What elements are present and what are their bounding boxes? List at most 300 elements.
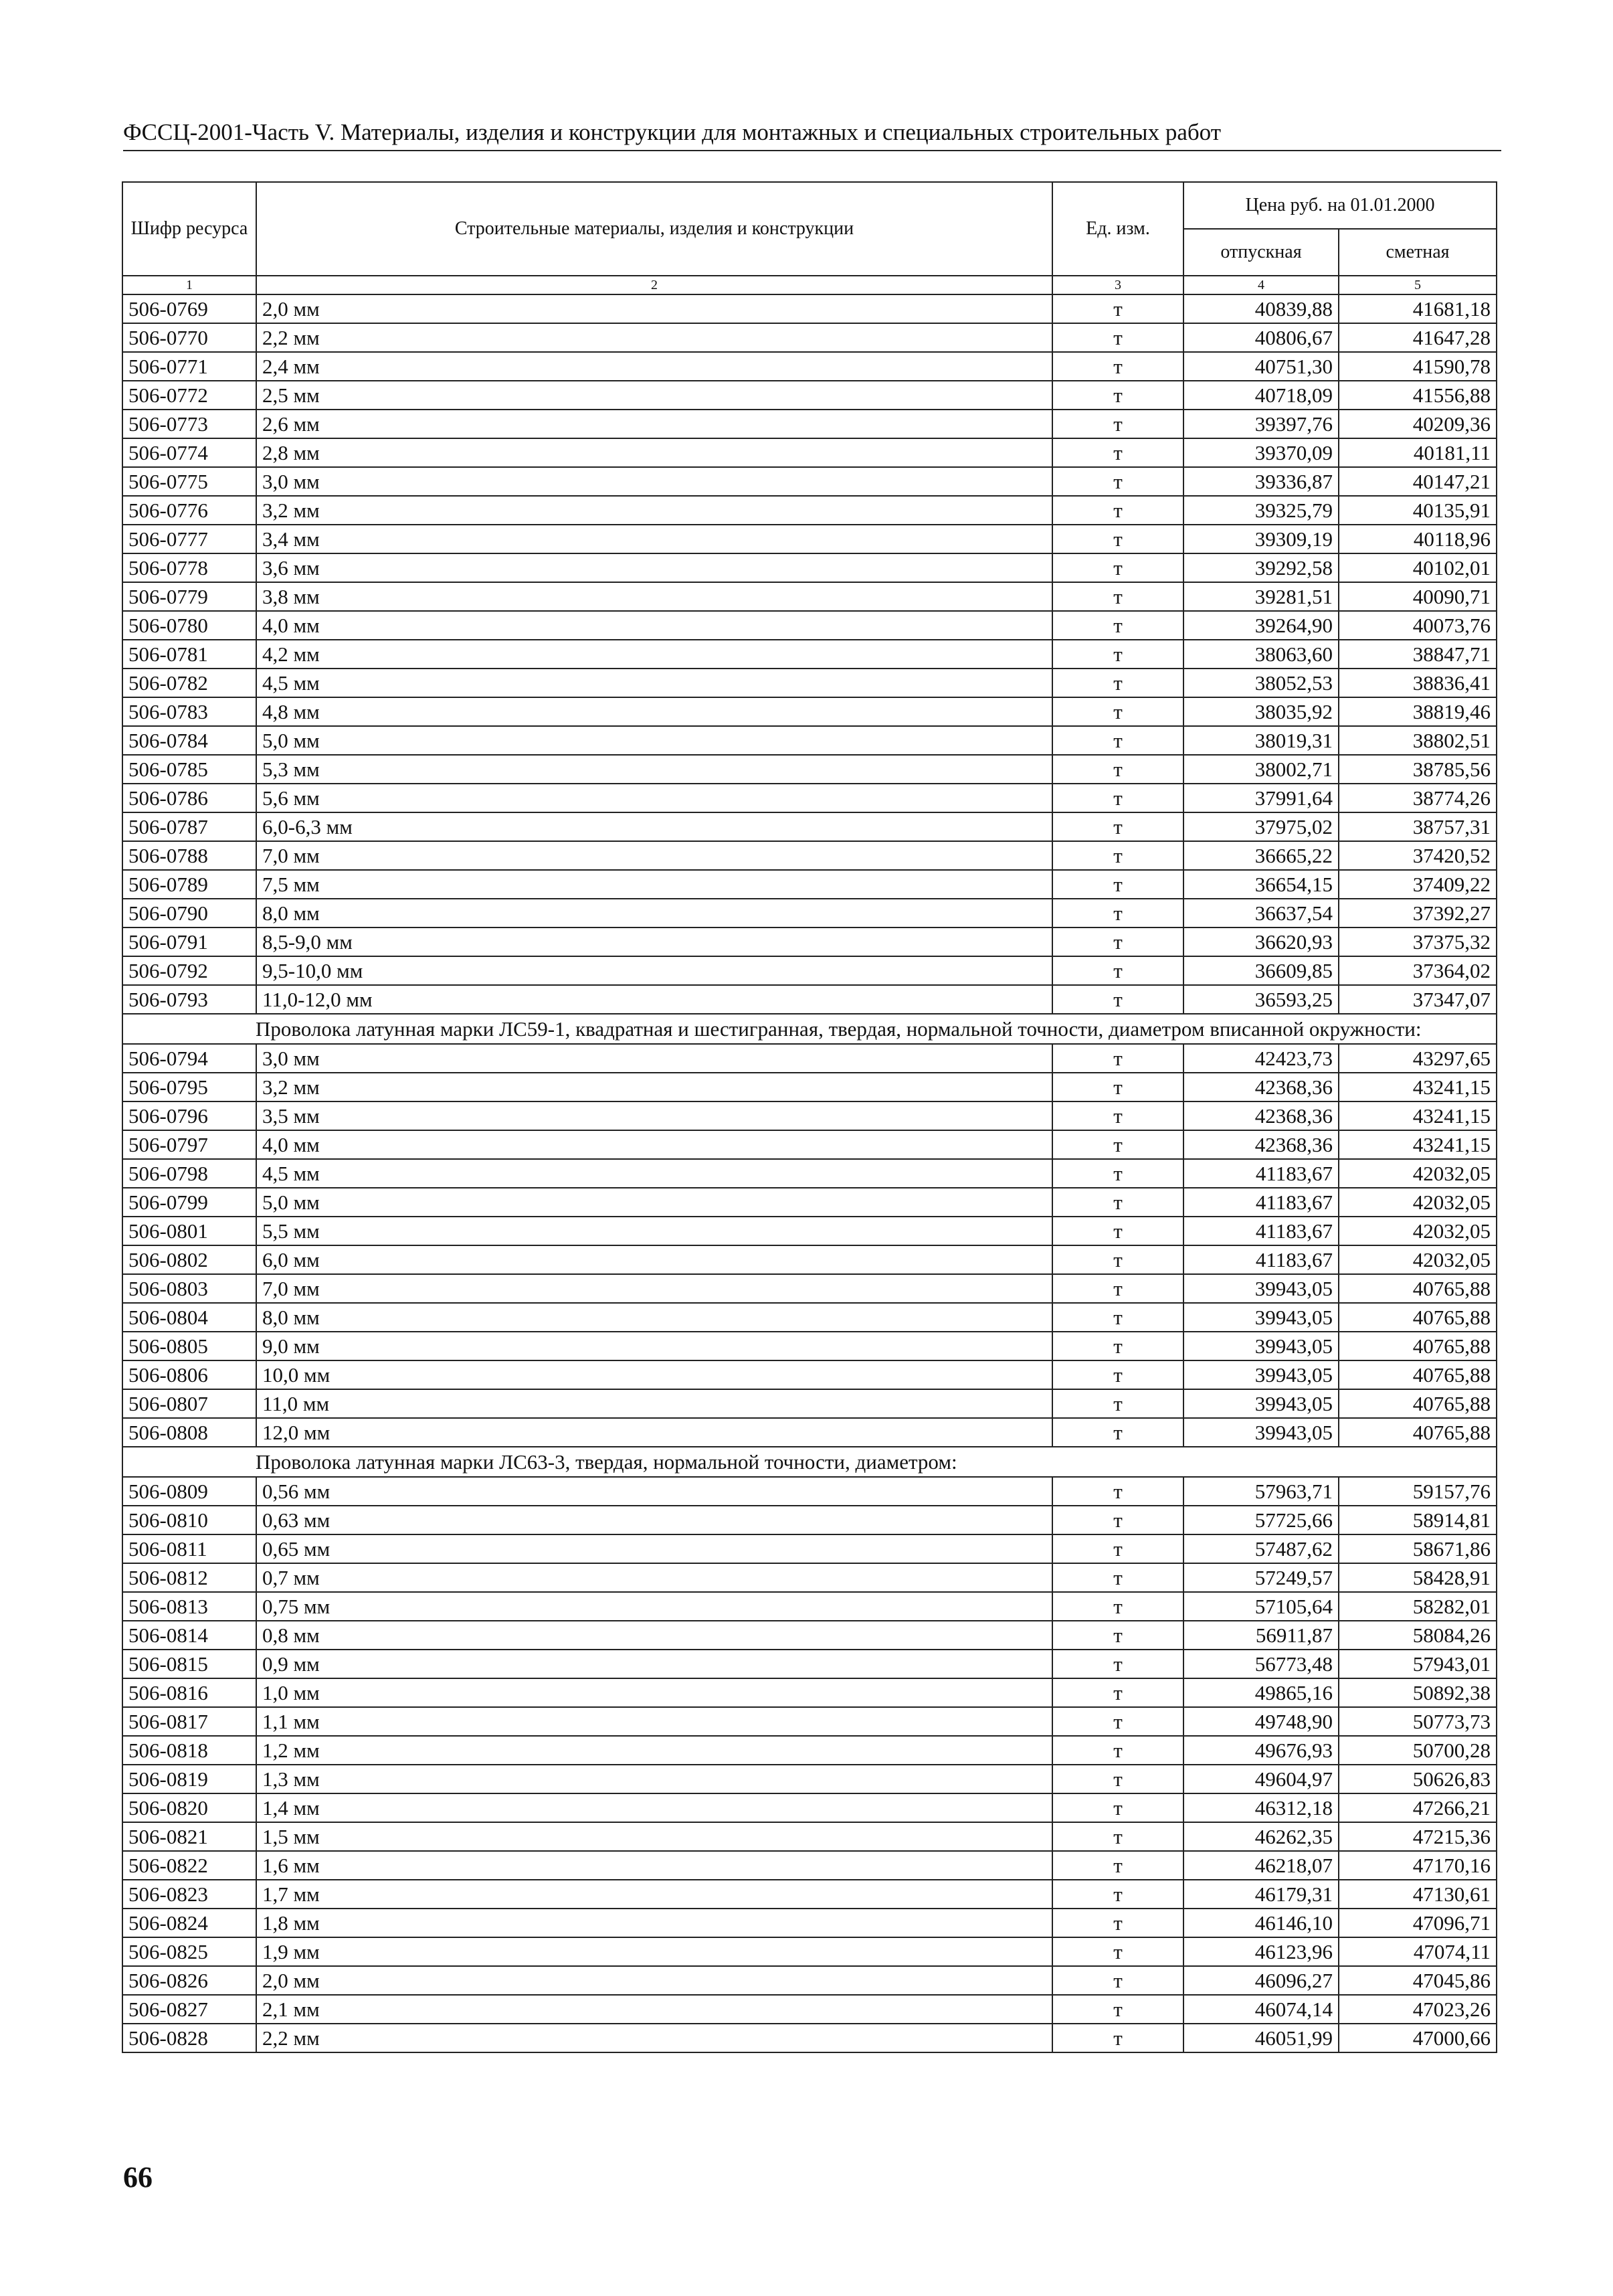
section-heading: Проволока латунная марки ЛС59-1, квадратная и шестигранная, твердая, нормальной точности, диаметром вписанной окружности: xyxy=(122,1014,1497,1044)
resource-code: 506-0807 xyxy=(122,1389,256,1418)
price-estimate: 37347,07 xyxy=(1339,985,1497,1014)
column-number: 3 xyxy=(1052,276,1183,294)
price-release: 40718,09 xyxy=(1183,381,1339,410)
table-row xyxy=(122,1534,1497,1563)
price-estimate: 58428,91 xyxy=(1339,1563,1497,1592)
price-estimate: 42032,05 xyxy=(1339,1159,1497,1188)
unit: т xyxy=(1052,1360,1183,1389)
material-name: 4,5 мм xyxy=(256,669,1052,697)
unit: т xyxy=(1052,1650,1183,1678)
price-estimate: 38836,41 xyxy=(1339,669,1497,697)
unit: т xyxy=(1052,1130,1183,1159)
unit: т xyxy=(1052,1707,1183,1736)
table-row xyxy=(122,2024,1497,2052)
table-row xyxy=(122,582,1497,611)
resource-code: 506-0775 xyxy=(122,467,256,496)
price-estimate: 43241,15 xyxy=(1339,1130,1497,1159)
resource-code: 506-0771 xyxy=(122,352,256,381)
resource-code: 506-0823 xyxy=(122,1880,256,1909)
resource-code: 506-0772 xyxy=(122,381,256,410)
price-estimate: 38757,31 xyxy=(1339,812,1497,841)
price-estimate: 50626,83 xyxy=(1339,1765,1497,1793)
price-estimate: 59157,76 xyxy=(1339,1477,1497,1506)
resource-code: 506-0802 xyxy=(122,1245,256,1274)
material-name: 8,0 мм xyxy=(256,1303,1052,1332)
price-estimate: 40135,91 xyxy=(1339,496,1497,525)
material-name: 5,0 мм xyxy=(256,726,1052,755)
resource-code: 506-0784 xyxy=(122,726,256,755)
resource-code: 506-0804 xyxy=(122,1303,256,1332)
resource-code: 506-0806 xyxy=(122,1360,256,1389)
resource-code: 506-0825 xyxy=(122,1937,256,1966)
price-estimate: 37392,27 xyxy=(1339,899,1497,928)
unit: т xyxy=(1052,582,1183,611)
resource-code: 506-0826 xyxy=(122,1966,256,1995)
price-estimate: 43297,65 xyxy=(1339,1044,1497,1073)
resource-code: 506-0808 xyxy=(122,1418,256,1447)
table-row xyxy=(122,1217,1497,1245)
price-release: 38019,31 xyxy=(1183,726,1339,755)
material-name: 5,5 мм xyxy=(256,1217,1052,1245)
material-name: 1,8 мм xyxy=(256,1909,1052,1937)
unit: т xyxy=(1052,640,1183,669)
unit: т xyxy=(1052,1678,1183,1707)
material-name: 2,0 мм xyxy=(256,1966,1052,1995)
material-name: 2,4 мм xyxy=(256,352,1052,381)
price-table xyxy=(122,181,1497,2053)
table-row xyxy=(122,1159,1497,1188)
price-estimate: 37420,52 xyxy=(1339,841,1497,870)
resource-code: 506-0824 xyxy=(122,1909,256,1937)
table-row xyxy=(122,1303,1497,1332)
price-estimate: 58282,01 xyxy=(1339,1592,1497,1621)
running-title: ФССЦ-2001-Часть V. Материалы, изделия и конструкции для монтажных и специальных строительных работ xyxy=(123,119,1501,151)
unit: т xyxy=(1052,812,1183,841)
price-release: 39309,19 xyxy=(1183,525,1339,553)
resource-code: 506-0811 xyxy=(122,1534,256,1563)
table-row xyxy=(122,410,1497,438)
section-heading: Проволока латунная марки ЛС63-3, твердая, нормальной точности, диаметром: xyxy=(122,1447,1497,1477)
price-release: 38002,71 xyxy=(1183,755,1339,784)
resource-code: 506-0790 xyxy=(122,899,256,928)
price-release: 39943,05 xyxy=(1183,1274,1339,1303)
price-release: 39264,90 xyxy=(1183,611,1339,640)
price-release: 39943,05 xyxy=(1183,1389,1339,1418)
table-row xyxy=(122,1332,1497,1360)
price-estimate: 40181,11 xyxy=(1339,438,1497,467)
table-row xyxy=(122,1793,1497,1822)
unit: т xyxy=(1052,1621,1183,1650)
price-release: 57725,66 xyxy=(1183,1506,1339,1534)
table-row xyxy=(122,553,1497,582)
unit: т xyxy=(1052,323,1183,352)
material-name: 3,2 мм xyxy=(256,1073,1052,1101)
resource-code: 506-0814 xyxy=(122,1621,256,1650)
resource-code: 506-0773 xyxy=(122,410,256,438)
unit: т xyxy=(1052,525,1183,553)
material-name: 1,0 мм xyxy=(256,1678,1052,1707)
resource-code: 506-0787 xyxy=(122,812,256,841)
table-row xyxy=(122,525,1497,553)
resource-code: 506-0809 xyxy=(122,1477,256,1506)
price-estimate: 47266,21 xyxy=(1339,1793,1497,1822)
resource-code: 506-0818 xyxy=(122,1736,256,1765)
resource-code: 506-0817 xyxy=(122,1707,256,1736)
material-name: 0,9 мм xyxy=(256,1650,1052,1678)
material-name: 4,5 мм xyxy=(256,1159,1052,1188)
price-estimate: 47045,86 xyxy=(1339,1966,1497,1995)
price-estimate: 41681,18 xyxy=(1339,294,1497,323)
material-name: 2,2 мм xyxy=(256,323,1052,352)
material-name: 10,0 мм xyxy=(256,1360,1052,1389)
resource-code: 506-0780 xyxy=(122,611,256,640)
price-estimate: 40765,88 xyxy=(1339,1360,1497,1389)
price-estimate: 50773,73 xyxy=(1339,1707,1497,1736)
price-release: 36620,93 xyxy=(1183,928,1339,956)
unit: т xyxy=(1052,726,1183,755)
price-release: 41183,67 xyxy=(1183,1217,1339,1245)
table-row xyxy=(122,726,1497,755)
table-row xyxy=(122,1966,1497,1995)
unit: т xyxy=(1052,1101,1183,1130)
unit: т xyxy=(1052,467,1183,496)
unit: т xyxy=(1052,1765,1183,1793)
unit: т xyxy=(1052,1563,1183,1592)
unit: т xyxy=(1052,1188,1183,1217)
table-row xyxy=(122,1073,1497,1101)
price-release: 39370,09 xyxy=(1183,438,1339,467)
resource-code: 506-0810 xyxy=(122,1506,256,1534)
price-release: 57105,64 xyxy=(1183,1592,1339,1621)
unit: т xyxy=(1052,611,1183,640)
price-estimate: 38847,71 xyxy=(1339,640,1497,669)
table-row xyxy=(122,1592,1497,1621)
price-release: 36609,85 xyxy=(1183,956,1339,985)
table-row xyxy=(122,899,1497,928)
material-name: 3,2 мм xyxy=(256,496,1052,525)
header-unit: Ед. изм. xyxy=(1052,182,1183,276)
table-row xyxy=(122,956,1497,985)
price-release: 36665,22 xyxy=(1183,841,1339,870)
material-name: 12,0 мм xyxy=(256,1418,1052,1447)
material-name: 9,5-10,0 мм xyxy=(256,956,1052,985)
price-release: 41183,67 xyxy=(1183,1159,1339,1188)
resource-code: 506-0803 xyxy=(122,1274,256,1303)
table-row xyxy=(122,1822,1497,1851)
price-release: 36654,15 xyxy=(1183,870,1339,899)
price-estimate: 40118,96 xyxy=(1339,525,1497,553)
resource-code: 506-0821 xyxy=(122,1822,256,1851)
material-name: 4,0 мм xyxy=(256,1130,1052,1159)
unit: т xyxy=(1052,1073,1183,1101)
table-row xyxy=(122,611,1497,640)
resource-code: 506-0770 xyxy=(122,323,256,352)
material-name: 2,1 мм xyxy=(256,1995,1052,2024)
material-name: 1,3 мм xyxy=(256,1765,1052,1793)
material-name: 1,6 мм xyxy=(256,1851,1052,1880)
table-row xyxy=(122,1909,1497,1937)
unit: т xyxy=(1052,1736,1183,1765)
price-estimate: 40090,71 xyxy=(1339,582,1497,611)
column-number: 5 xyxy=(1339,276,1497,294)
material-name: 0,63 мм xyxy=(256,1506,1052,1534)
resource-code: 506-0815 xyxy=(122,1650,256,1678)
resource-code: 506-0791 xyxy=(122,928,256,956)
material-name: 5,3 мм xyxy=(256,755,1052,784)
price-release: 39281,51 xyxy=(1183,582,1339,611)
price-release: 38035,92 xyxy=(1183,697,1339,726)
price-estimate: 47130,61 xyxy=(1339,1880,1497,1909)
price-release: 57487,62 xyxy=(1183,1534,1339,1563)
price-release: 37991,64 xyxy=(1183,784,1339,812)
header-price-release: отпускная xyxy=(1183,229,1339,276)
price-release: 39292,58 xyxy=(1183,553,1339,582)
table-row xyxy=(122,669,1497,697)
unit: т xyxy=(1052,352,1183,381)
price-release: 39336,87 xyxy=(1183,467,1339,496)
price-estimate: 41590,78 xyxy=(1339,352,1497,381)
resource-code: 506-0781 xyxy=(122,640,256,669)
unit: т xyxy=(1052,1506,1183,1534)
price-release: 56773,48 xyxy=(1183,1650,1339,1678)
material-name: 2,5 мм xyxy=(256,381,1052,410)
price-estimate: 58671,86 xyxy=(1339,1534,1497,1563)
price-release: 46123,96 xyxy=(1183,1937,1339,1966)
price-release: 39943,05 xyxy=(1183,1332,1339,1360)
material-name: 2,2 мм xyxy=(256,2024,1052,2052)
table-row xyxy=(122,496,1497,525)
material-name: 3,4 мм xyxy=(256,525,1052,553)
unit: т xyxy=(1052,870,1183,899)
table-body xyxy=(122,294,1497,2052)
resource-code: 506-0777 xyxy=(122,525,256,553)
price-release: 38052,53 xyxy=(1183,669,1339,697)
table-row xyxy=(122,1880,1497,1909)
price-release: 41183,67 xyxy=(1183,1245,1339,1274)
unit: т xyxy=(1052,2024,1183,2052)
unit: т xyxy=(1052,697,1183,726)
price-estimate: 38785,56 xyxy=(1339,755,1497,784)
resource-code: 506-0797 xyxy=(122,1130,256,1159)
table-row xyxy=(122,1418,1497,1447)
material-name: 9,0 мм xyxy=(256,1332,1052,1360)
column-number: 4 xyxy=(1183,276,1339,294)
price-estimate: 50700,28 xyxy=(1339,1736,1497,1765)
table-row xyxy=(122,1130,1497,1159)
section-heading-row xyxy=(122,1447,1497,1477)
material-name: 2,6 мм xyxy=(256,410,1052,438)
unit: т xyxy=(1052,1534,1183,1563)
material-name: 0,75 мм xyxy=(256,1592,1052,1621)
unit: т xyxy=(1052,381,1183,410)
resource-code: 506-0799 xyxy=(122,1188,256,1217)
resource-code: 506-0795 xyxy=(122,1073,256,1101)
unit: т xyxy=(1052,1793,1183,1822)
resource-code: 506-0788 xyxy=(122,841,256,870)
material-name: 3,8 мм xyxy=(256,582,1052,611)
resource-code: 506-0819 xyxy=(122,1765,256,1793)
price-release: 46312,18 xyxy=(1183,1793,1339,1822)
material-name: 4,8 мм xyxy=(256,697,1052,726)
column-number: 1 xyxy=(122,276,256,294)
unit: т xyxy=(1052,755,1183,784)
table-row xyxy=(122,323,1497,352)
resource-code: 506-0820 xyxy=(122,1793,256,1822)
price-estimate: 47215,36 xyxy=(1339,1822,1497,1851)
resource-code: 506-0816 xyxy=(122,1678,256,1707)
material-name: 11,0 мм xyxy=(256,1389,1052,1418)
table-row xyxy=(122,1245,1497,1274)
material-name: 1,2 мм xyxy=(256,1736,1052,1765)
material-name: 2,0 мм xyxy=(256,294,1052,323)
resource-code: 506-0782 xyxy=(122,669,256,697)
resource-code: 506-0796 xyxy=(122,1101,256,1130)
resource-code: 506-0801 xyxy=(122,1217,256,1245)
price-estimate: 37409,22 xyxy=(1339,870,1497,899)
resource-code: 506-0805 xyxy=(122,1332,256,1360)
price-estimate: 43241,15 xyxy=(1339,1101,1497,1130)
material-name: 2,8 мм xyxy=(256,438,1052,467)
table-row xyxy=(122,1274,1497,1303)
material-name: 0,7 мм xyxy=(256,1563,1052,1592)
price-release: 49865,16 xyxy=(1183,1678,1339,1707)
price-estimate: 58084,26 xyxy=(1339,1621,1497,1650)
price-release: 41183,67 xyxy=(1183,1188,1339,1217)
unit: т xyxy=(1052,928,1183,956)
price-estimate: 42032,05 xyxy=(1339,1217,1497,1245)
material-name: 3,5 мм xyxy=(256,1101,1052,1130)
material-name: 4,0 мм xyxy=(256,611,1052,640)
price-release: 42368,36 xyxy=(1183,1101,1339,1130)
price-estimate: 41647,28 xyxy=(1339,323,1497,352)
price-release: 46262,35 xyxy=(1183,1822,1339,1851)
table-row xyxy=(122,1995,1497,2024)
material-name: 11,0-12,0 мм xyxy=(256,985,1052,1014)
unit: т xyxy=(1052,1937,1183,1966)
resource-code: 506-0785 xyxy=(122,755,256,784)
unit: т xyxy=(1052,841,1183,870)
price-estimate: 38802,51 xyxy=(1339,726,1497,755)
column-number: 2 xyxy=(256,276,1052,294)
price-estimate: 38774,26 xyxy=(1339,784,1497,812)
page-number: 66 xyxy=(123,2161,153,2194)
price-release: 57963,71 xyxy=(1183,1477,1339,1506)
table-row xyxy=(122,1389,1497,1418)
section-heading-row xyxy=(122,1014,1497,1044)
price-estimate: 42032,05 xyxy=(1339,1188,1497,1217)
price-estimate: 40765,88 xyxy=(1339,1303,1497,1332)
unit: т xyxy=(1052,1880,1183,1909)
material-name: 0,56 мм xyxy=(256,1477,1052,1506)
table-row xyxy=(122,640,1497,669)
unit: т xyxy=(1052,1245,1183,1274)
unit: т xyxy=(1052,1159,1183,1188)
material-name: 3,0 мм xyxy=(256,467,1052,496)
price-estimate: 47170,16 xyxy=(1339,1851,1497,1880)
price-estimate: 40073,76 xyxy=(1339,611,1497,640)
resource-code: 506-0789 xyxy=(122,870,256,899)
table-row xyxy=(122,1360,1497,1389)
price-estimate: 40102,01 xyxy=(1339,553,1497,582)
price-release: 46218,07 xyxy=(1183,1851,1339,1880)
price-estimate: 50892,38 xyxy=(1339,1678,1497,1707)
price-estimate: 37375,32 xyxy=(1339,928,1497,956)
table-row xyxy=(122,1678,1497,1707)
material-name: 1,7 мм xyxy=(256,1880,1052,1909)
price-release: 46074,14 xyxy=(1183,1995,1339,2024)
material-name: 6,0-6,3 мм xyxy=(256,812,1052,841)
resource-code: 506-0769 xyxy=(122,294,256,323)
table-row xyxy=(122,755,1497,784)
table-row xyxy=(122,438,1497,467)
header-price-group: Цена руб. на 01.01.2000 xyxy=(1183,182,1497,229)
material-name: 5,6 мм xyxy=(256,784,1052,812)
price-estimate: 42032,05 xyxy=(1339,1245,1497,1274)
price-estimate: 58914,81 xyxy=(1339,1506,1497,1534)
table-row xyxy=(122,1650,1497,1678)
table-row xyxy=(122,784,1497,812)
resource-code: 506-0798 xyxy=(122,1159,256,1188)
table-row xyxy=(122,870,1497,899)
unit: т xyxy=(1052,294,1183,323)
resource-code: 506-0792 xyxy=(122,956,256,985)
resource-code: 506-0813 xyxy=(122,1592,256,1621)
price-estimate: 57943,01 xyxy=(1339,1650,1497,1678)
table-row xyxy=(122,1765,1497,1793)
table-row xyxy=(122,381,1497,410)
price-release: 39943,05 xyxy=(1183,1303,1339,1332)
price-estimate: 37364,02 xyxy=(1339,956,1497,985)
price-release: 36593,25 xyxy=(1183,985,1339,1014)
header-name: Строительные материалы, изделия и конструкции xyxy=(256,182,1052,276)
price-release: 46051,99 xyxy=(1183,2024,1339,2052)
price-estimate: 40147,21 xyxy=(1339,467,1497,496)
unit: т xyxy=(1052,553,1183,582)
price-estimate: 47023,26 xyxy=(1339,1995,1497,2024)
price-release: 38063,60 xyxy=(1183,640,1339,669)
price-release: 46096,27 xyxy=(1183,1966,1339,1995)
price-estimate: 47074,11 xyxy=(1339,1937,1497,1966)
table-row xyxy=(122,697,1497,726)
unit: т xyxy=(1052,784,1183,812)
material-name: 8,0 мм xyxy=(256,899,1052,928)
price-release: 57249,57 xyxy=(1183,1563,1339,1592)
unit: т xyxy=(1052,1909,1183,1937)
material-name: 4,2 мм xyxy=(256,640,1052,669)
table-row xyxy=(122,841,1497,870)
table-row xyxy=(122,1188,1497,1217)
price-release: 46146,10 xyxy=(1183,1909,1339,1937)
unit: т xyxy=(1052,1477,1183,1506)
table-row xyxy=(122,1736,1497,1765)
resource-code: 506-0778 xyxy=(122,553,256,582)
table-row xyxy=(122,1851,1497,1880)
unit: т xyxy=(1052,1851,1183,1880)
unit: т xyxy=(1052,1332,1183,1360)
material-name: 1,4 мм xyxy=(256,1793,1052,1822)
price-release: 56911,87 xyxy=(1183,1621,1339,1650)
table-row xyxy=(122,928,1497,956)
unit: т xyxy=(1052,1966,1183,1995)
price-release: 39325,79 xyxy=(1183,496,1339,525)
unit: т xyxy=(1052,1044,1183,1073)
material-name: 0,65 мм xyxy=(256,1534,1052,1563)
price-release: 42368,36 xyxy=(1183,1073,1339,1101)
price-estimate: 47096,71 xyxy=(1339,1909,1497,1937)
table-row xyxy=(122,812,1497,841)
price-estimate: 40765,88 xyxy=(1339,1418,1497,1447)
unit: т xyxy=(1052,1303,1183,1332)
